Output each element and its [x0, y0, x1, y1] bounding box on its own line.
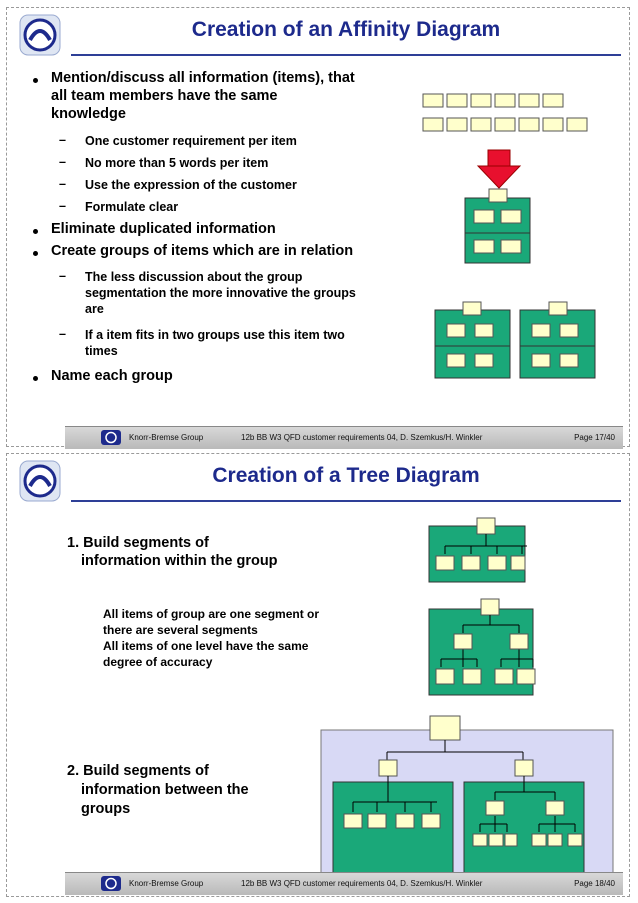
bullet-dot	[33, 251, 38, 256]
down-arrow-icon	[478, 150, 520, 188]
footer-document: 12b BB W3 QFD customer requirements 04, D. Szemkus/H. Winkler	[241, 433, 483, 442]
footer-page: Page 17/40	[574, 433, 615, 442]
note-text: All items of group are one segment or there are several segments All items of one level have the same degree of accuracy	[103, 607, 320, 669]
knorr-bremse-logo-icon	[19, 14, 61, 56]
knorr-bremse-logo-icon	[19, 460, 61, 502]
title-bar	[71, 460, 621, 502]
sub-item: No more than 5 words per item	[85, 156, 269, 170]
sub-item: Use the expression of the customer	[85, 178, 297, 192]
knorr-bremse-logo-icon	[101, 430, 121, 445]
title-bar	[71, 14, 621, 56]
bullet-dot	[33, 229, 38, 234]
step-2-text: 2. Build segments of information between the groups	[67, 763, 249, 817]
slide-affinity-diagram: Creation of an Affinity Diagram Mention/discuss all information (items), that all team members have the same knowledge – One customer requirement per item – No more than 5 words per item – Use the expression of the customer – Formulate clear Eliminate duplicated information Create groups of items which are in relation – The less discussion about the group segmentation the more innovative the groups are – If a item fits in two groups use this item two times Name each group Knorr-Bremse Group 12b BB W3 QFD customer requirements 04, D. Szemkus/H. Winkler Page 17/40	[6, 7, 630, 447]
footer-page: Page 18/40	[574, 879, 615, 888]
tree-single-level	[427, 516, 527, 584]
tree-between-groups	[317, 704, 617, 890]
bullet-eliminate: Eliminate duplicated information	[51, 221, 276, 237]
tree-two-level	[427, 597, 537, 697]
affinity-diagram-graphic	[417, 88, 617, 388]
group-box-2	[435, 302, 510, 378]
step-1-text: 1. Build segments of information within the group	[67, 535, 278, 569]
sub-item: One customer requirement per item	[85, 134, 297, 148]
footer-company: Knorr-Bremse Group	[129, 879, 204, 888]
loose-items	[423, 94, 587, 131]
sub-item-discussion: The less discussion about the group segmentation the more innovative the groups are	[85, 270, 356, 316]
page-title: Creation of an Affinity Diagram	[191, 18, 501, 41]
bullet-mention: Mention/discuss all information (items), that all team members have the same knowledge	[51, 70, 355, 122]
slide-tree-diagram	[6, 453, 630, 897]
footer	[65, 872, 623, 895]
knorr-bremse-logo-icon	[101, 876, 121, 891]
footer-document: 12b BB W3 QFD customer requirements 04, D. Szemkus/H. Winkler	[241, 879, 483, 888]
bullet-dot	[33, 78, 38, 83]
page-title: Creation of a Tree Diagram	[212, 464, 480, 487]
bullet-create-groups: Create groups of items which are in relation	[51, 243, 354, 259]
bullet-name-group: Name each group	[51, 368, 173, 384]
bullet-dot	[33, 376, 38, 381]
footer-company: Knorr-Bremse Group	[129, 433, 204, 442]
group-box-1	[465, 189, 530, 263]
sub-item-two-groups: If a item fits in two groups use this item two times	[85, 328, 345, 358]
sub-item: Formulate clear	[85, 200, 179, 214]
group-box-3	[520, 302, 595, 378]
footer	[65, 426, 623, 449]
